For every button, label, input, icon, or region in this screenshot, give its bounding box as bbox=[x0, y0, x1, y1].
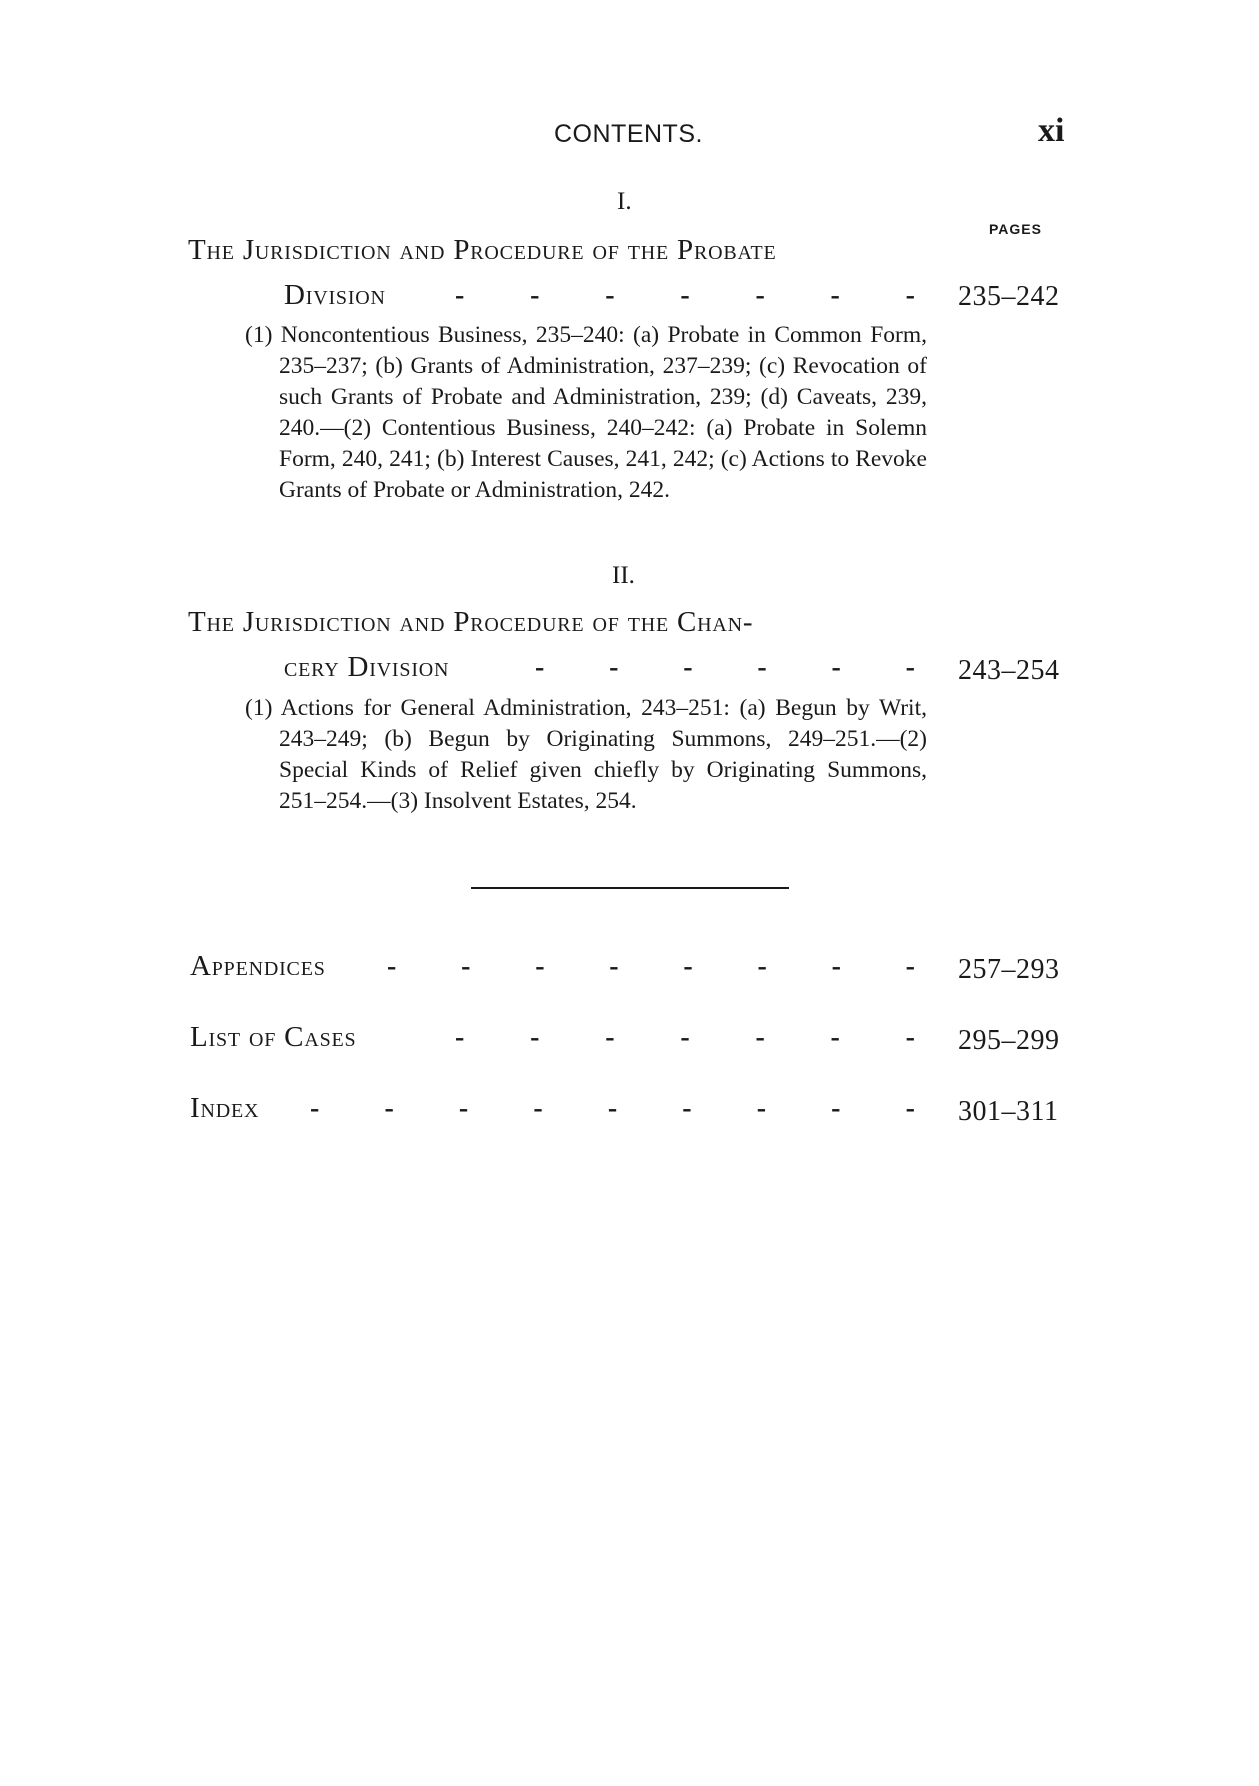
leader-dash: - bbox=[530, 280, 540, 311]
back-matter-list-of-cases-pages: 295–299 bbox=[958, 1025, 1060, 1056]
leader-dash: - bbox=[607, 1093, 618, 1124]
section-numeral-1: I. bbox=[617, 188, 632, 215]
back-matter-appendices-pages: 257–293 bbox=[958, 954, 1060, 985]
back-matter-list-of-cases-label: List of Cases bbox=[190, 1021, 357, 1053]
leader-dash: - bbox=[387, 951, 397, 982]
leader-dash: - bbox=[609, 951, 619, 982]
back-matter-index-leader-dots bbox=[310, 1093, 915, 1125]
leader-dash: - bbox=[455, 1022, 465, 1053]
back-matter-index-pages: 301–311 bbox=[958, 1096, 1059, 1127]
leader-dash: - bbox=[757, 951, 767, 982]
running-head: CONTENTS. bbox=[554, 120, 703, 148]
leader-dash: - bbox=[905, 652, 915, 683]
leader-dash: - bbox=[905, 1022, 915, 1053]
leader-dash: - bbox=[831, 951, 841, 982]
leader-dash: - bbox=[755, 280, 765, 311]
leader-dash: - bbox=[605, 280, 615, 311]
leader-dash: - bbox=[310, 1093, 320, 1124]
leader-dash: - bbox=[535, 951, 545, 982]
section-2-title-line2: cery Division bbox=[284, 651, 450, 683]
leader-dash: - bbox=[831, 652, 841, 683]
leader-dash: - bbox=[384, 1093, 394, 1124]
section-1-description: (1) Noncontentious Business, 235–240: (a) Probate in Common Form, 235–237; (b) Grants of Administration, 237–239; (c) Revocation of such Grants of Probate and Administration, 239; (d) Caveats, 239, 240.—(2) Contentious Business, 240–242: (a) Probate in Solemn Form, 240, 241; (b) Interest Causes, 241, 242; (c) Actions to Revoke Grants of Probate or Administration, 242. bbox=[245, 322, 927, 503]
leader-dash: - bbox=[455, 280, 465, 311]
section-2-title-line1: The Jurisdiction and Procedure of the Chan- bbox=[188, 606, 754, 638]
section-1-pages: 235–242 bbox=[958, 281, 1060, 312]
back-matter-list-of-cases-leader-dots bbox=[455, 1022, 915, 1054]
leader-dash: - bbox=[905, 280, 915, 311]
leader-dash: - bbox=[683, 652, 693, 683]
section-1-leader-dots bbox=[455, 280, 915, 312]
leader-dash: - bbox=[605, 1022, 615, 1053]
leader-dash: - bbox=[458, 1093, 469, 1124]
back-matter-appendices-leader-dots bbox=[387, 951, 915, 983]
back-matter-index-label: Index bbox=[190, 1092, 260, 1124]
section-numeral-2: II. bbox=[612, 562, 635, 589]
section-2-description: (1) Actions for General Administration, 243–251: (a) Begun by Writ, 243–249; (b) Begun by Originating Summons, 249–251.—(2) Special Kinds of Relief given chiefly by Originating Summons, 251–254.—(3) Insolvent Estates, 254. bbox=[245, 695, 927, 814]
section-2-pages: 243–254 bbox=[958, 655, 1060, 686]
leader-dash: - bbox=[682, 1093, 692, 1124]
section-2-leader-dots bbox=[535, 652, 915, 684]
pages-column-label: PAGES bbox=[989, 221, 1042, 237]
leader-dash: - bbox=[756, 1093, 767, 1124]
leader-dash: - bbox=[755, 1022, 765, 1053]
separator-rule bbox=[471, 887, 789, 889]
leader-dash: - bbox=[683, 951, 693, 982]
page-folio: xi bbox=[1038, 112, 1065, 149]
leader-dash: - bbox=[535, 652, 545, 683]
back-matter-appendices-label: Appendices bbox=[190, 950, 326, 982]
leader-dash: - bbox=[905, 1093, 915, 1124]
leader-dash: - bbox=[533, 1093, 543, 1124]
leader-dash: - bbox=[831, 1093, 841, 1124]
leader-dash: - bbox=[609, 652, 619, 683]
leader-dash: - bbox=[461, 951, 471, 982]
leader-dash: - bbox=[530, 1022, 540, 1053]
leader-dash: - bbox=[680, 280, 690, 311]
leader-dash: - bbox=[680, 1022, 690, 1053]
leader-dash: - bbox=[905, 951, 915, 982]
leader-dash: - bbox=[830, 1022, 840, 1053]
section-1-title-line1: The Jurisdiction and Procedure of the Probate bbox=[188, 234, 777, 266]
leader-dash: - bbox=[757, 652, 767, 683]
leader-dash: - bbox=[830, 280, 840, 311]
section-1-title-line2: Division bbox=[284, 279, 386, 311]
